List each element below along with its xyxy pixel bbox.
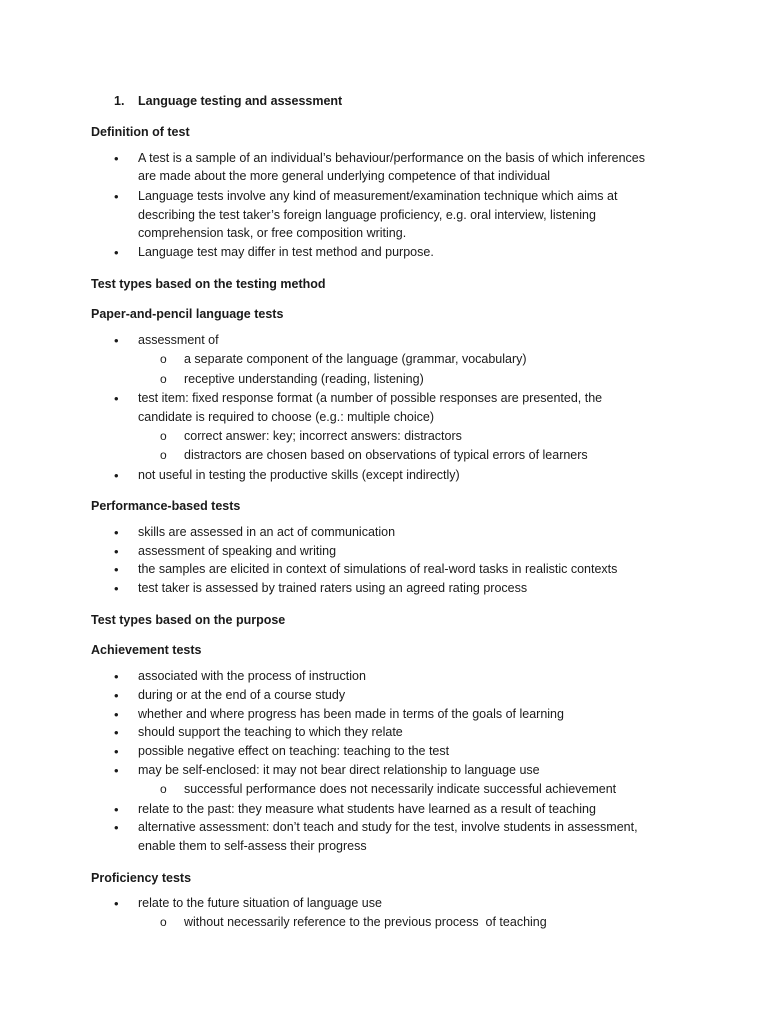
sub-list-item: a separate component of the language (grammar, vocabulary)	[184, 352, 527, 366]
bullet-marker: •	[114, 669, 119, 684]
sub-bullet-marker: o	[160, 372, 167, 386]
sub-bullet-marker: o	[160, 429, 167, 443]
bullet-marker: •	[114, 581, 119, 596]
list-item-continuation: describing the test taker’s foreign language proficiency, e.g. oral interview, listening	[138, 208, 596, 222]
bullet-marker: •	[114, 820, 119, 835]
sub-bullet-marker: o	[160, 352, 167, 366]
list-item: skills are assessed in an act of communication	[138, 525, 396, 539]
list-item: test item: fixed response format (a number of possible responses are presented, the	[138, 391, 603, 405]
list-item: relate to the past: they measure what students have learned as a result of teaching	[138, 802, 596, 816]
list-item: assessment of	[138, 333, 219, 347]
bullet-marker: •	[114, 562, 119, 577]
list-item: whether and where progress has been made in terms of the goals of learning	[138, 707, 564, 721]
list-item: may be self-enclosed: it may not bear direct relationship to language use	[138, 763, 540, 777]
heading-achievement: Achievement tests	[91, 643, 202, 657]
bullet-marker: •	[114, 544, 119, 559]
bullet-marker: •	[114, 245, 119, 260]
sub-list-item: correct answer: key; incorrect answers: distractors	[184, 429, 462, 443]
bullet-marker: •	[114, 744, 119, 759]
list-item: Language test may differ in test method and purpose.	[138, 245, 434, 259]
list-item-continuation: comprehension task, or free composition writing.	[138, 226, 407, 240]
list-item: Language tests involve any kind of measurement/examination technique which aims at	[138, 189, 618, 203]
heading-types-method: Test types based on the testing method	[91, 277, 326, 291]
heading-paper-pencil: Paper-and-pencil language tests	[91, 307, 284, 321]
list-item-continuation: enable them to self-assess their progress	[138, 839, 367, 853]
list-item: associated with the process of instruction	[138, 669, 366, 683]
sub-bullet-marker: o	[160, 448, 167, 462]
list-item: during or at the end of a course study	[138, 688, 346, 702]
list-item: not useful in testing the productive skills (except indirectly)	[138, 468, 460, 482]
bullet-marker: •	[114, 896, 119, 911]
sub-list-item: distractors are chosen based on observations of typical errors of learners	[184, 448, 588, 462]
bullet-marker: •	[114, 688, 119, 703]
list-item: should support the teaching to which they relate	[138, 725, 403, 739]
heading-performance: Performance-based tests	[91, 499, 241, 513]
list-item: relate to the future situation of language use	[138, 896, 382, 910]
list-item: possible negative effect on teaching: teaching to the test	[138, 744, 450, 758]
sub-list-item: without necessarily reference to the previous process of teaching	[184, 915, 547, 929]
bullet-marker: •	[114, 189, 119, 204]
heading-proficiency: Proficiency tests	[91, 871, 192, 885]
list-item-continuation: candidate is required to choose (e.g.: multiple choice)	[138, 410, 434, 424]
bullet-marker: •	[114, 725, 119, 740]
bullet-marker: •	[114, 151, 119, 166]
heading-types-purpose: Test types based on the purpose	[91, 613, 286, 627]
sub-bullet-marker: o	[160, 782, 167, 796]
sub-list-item: receptive understanding (reading, listening)	[184, 372, 424, 386]
section-number: 1.	[114, 94, 125, 108]
list-item: A test is a sample of an individual’s behaviour/performance on the basis of which inferences	[138, 151, 646, 165]
list-item: test taker is assessed by trained raters using an agreed rating process	[138, 581, 528, 595]
heading-definition: Definition of test	[91, 125, 190, 139]
bullet-marker: •	[114, 707, 119, 722]
bullet-marker: •	[114, 802, 119, 817]
list-item: alternative assessment: don’t teach and study for the test, involve students in assessment,	[138, 820, 638, 834]
bullet-marker: •	[114, 391, 119, 406]
sub-list-item: successful performance does not necessarily indicate successful achievement	[184, 782, 617, 796]
bullet-marker: •	[114, 763, 119, 778]
bullet-marker: •	[114, 333, 119, 348]
bullet-marker: •	[114, 468, 119, 483]
list-item: the samples are elicited in context of simulations of real-word tasks in realistic contexts	[138, 562, 618, 576]
sub-bullet-marker: o	[160, 915, 167, 929]
bullet-marker: •	[114, 525, 119, 540]
section-title: Language testing and assessment	[138, 94, 343, 108]
list-item: assessment of speaking and writing	[138, 544, 337, 558]
list-item-continuation: are made about the more general underlying competence of that individual	[138, 169, 551, 183]
